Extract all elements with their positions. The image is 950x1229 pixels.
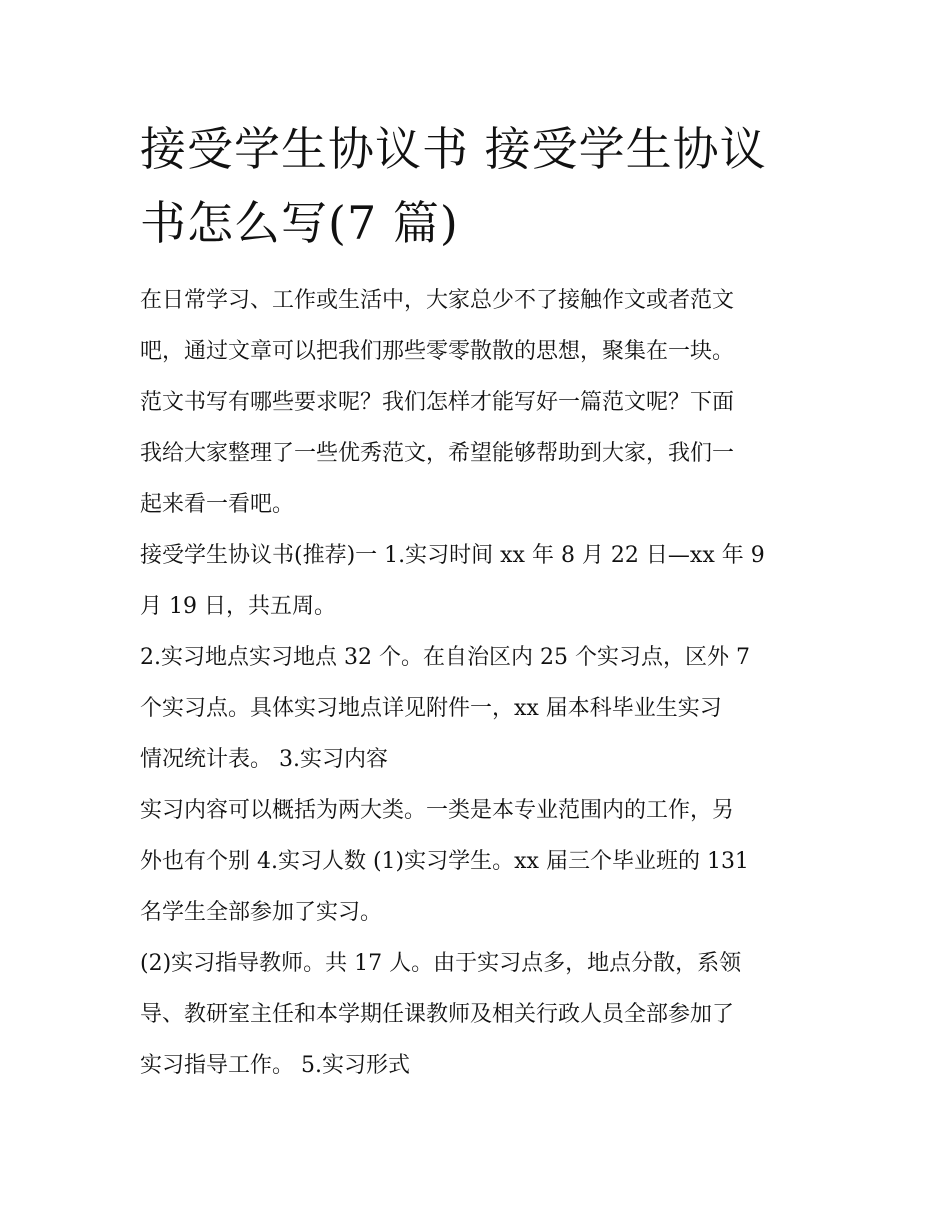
body-line: 接受学生协议书(推荐)一 1.实习时间 xx 年 8 月 22 日—xx 年 9 [140, 543, 765, 568]
title-line: 书怎么写(7 篇) [140, 196, 459, 250]
body-line: (2)实习指导教师。共 17 人。由于实习点多，地点分散，系领 [140, 951, 742, 976]
body-line: 实习指导工作。 5.实习形式 [140, 1053, 410, 1078]
body-line: 2.实习地点实习地点 32 个。在自治区内 25 个实习点，区外 7 [140, 645, 750, 670]
body-line: 我给大家整理了一些优秀范文，希望能够帮助到大家，我们一 [140, 441, 735, 466]
body-line: 情况统计表。 3.实习内容 [140, 747, 388, 772]
body-line: 名学生全部参加了实习。 [140, 900, 383, 925]
body-line: 在日常学习、工作或生活中，大家总少不了接触作文或者范文 [140, 288, 735, 313]
body-line: 范文书写有哪些要求呢？我们怎样才能写好一篇范文呢？下面 [140, 390, 735, 415]
body-line: 导、教研室主任和本学期任课教师及相关行政人员全部参加了 [140, 1002, 735, 1027]
body-line: 外也有个别 4.实习人数 (1)实习学生。xx 届三个毕业班的 131 [140, 849, 749, 874]
document-title [140, 112, 820, 260]
title-line: 接受学生协议书 接受学生协议 [140, 122, 767, 176]
document-body [140, 275, 820, 1091]
body-line: 月 19 日，共五周。 [140, 594, 336, 619]
body-line: 吧，通过文章可以把我们那些零零散散的思想，聚集在一块。 [140, 339, 735, 364]
body-line: 起来看一看吧。 [140, 492, 295, 517]
body-line: 个实习点。具体实习地点详见附件一，xx 届本科毕业生实习 [140, 696, 722, 721]
body-line: 实习内容可以概括为两大类。一类是本专业范围内的工作，另 [140, 798, 735, 823]
